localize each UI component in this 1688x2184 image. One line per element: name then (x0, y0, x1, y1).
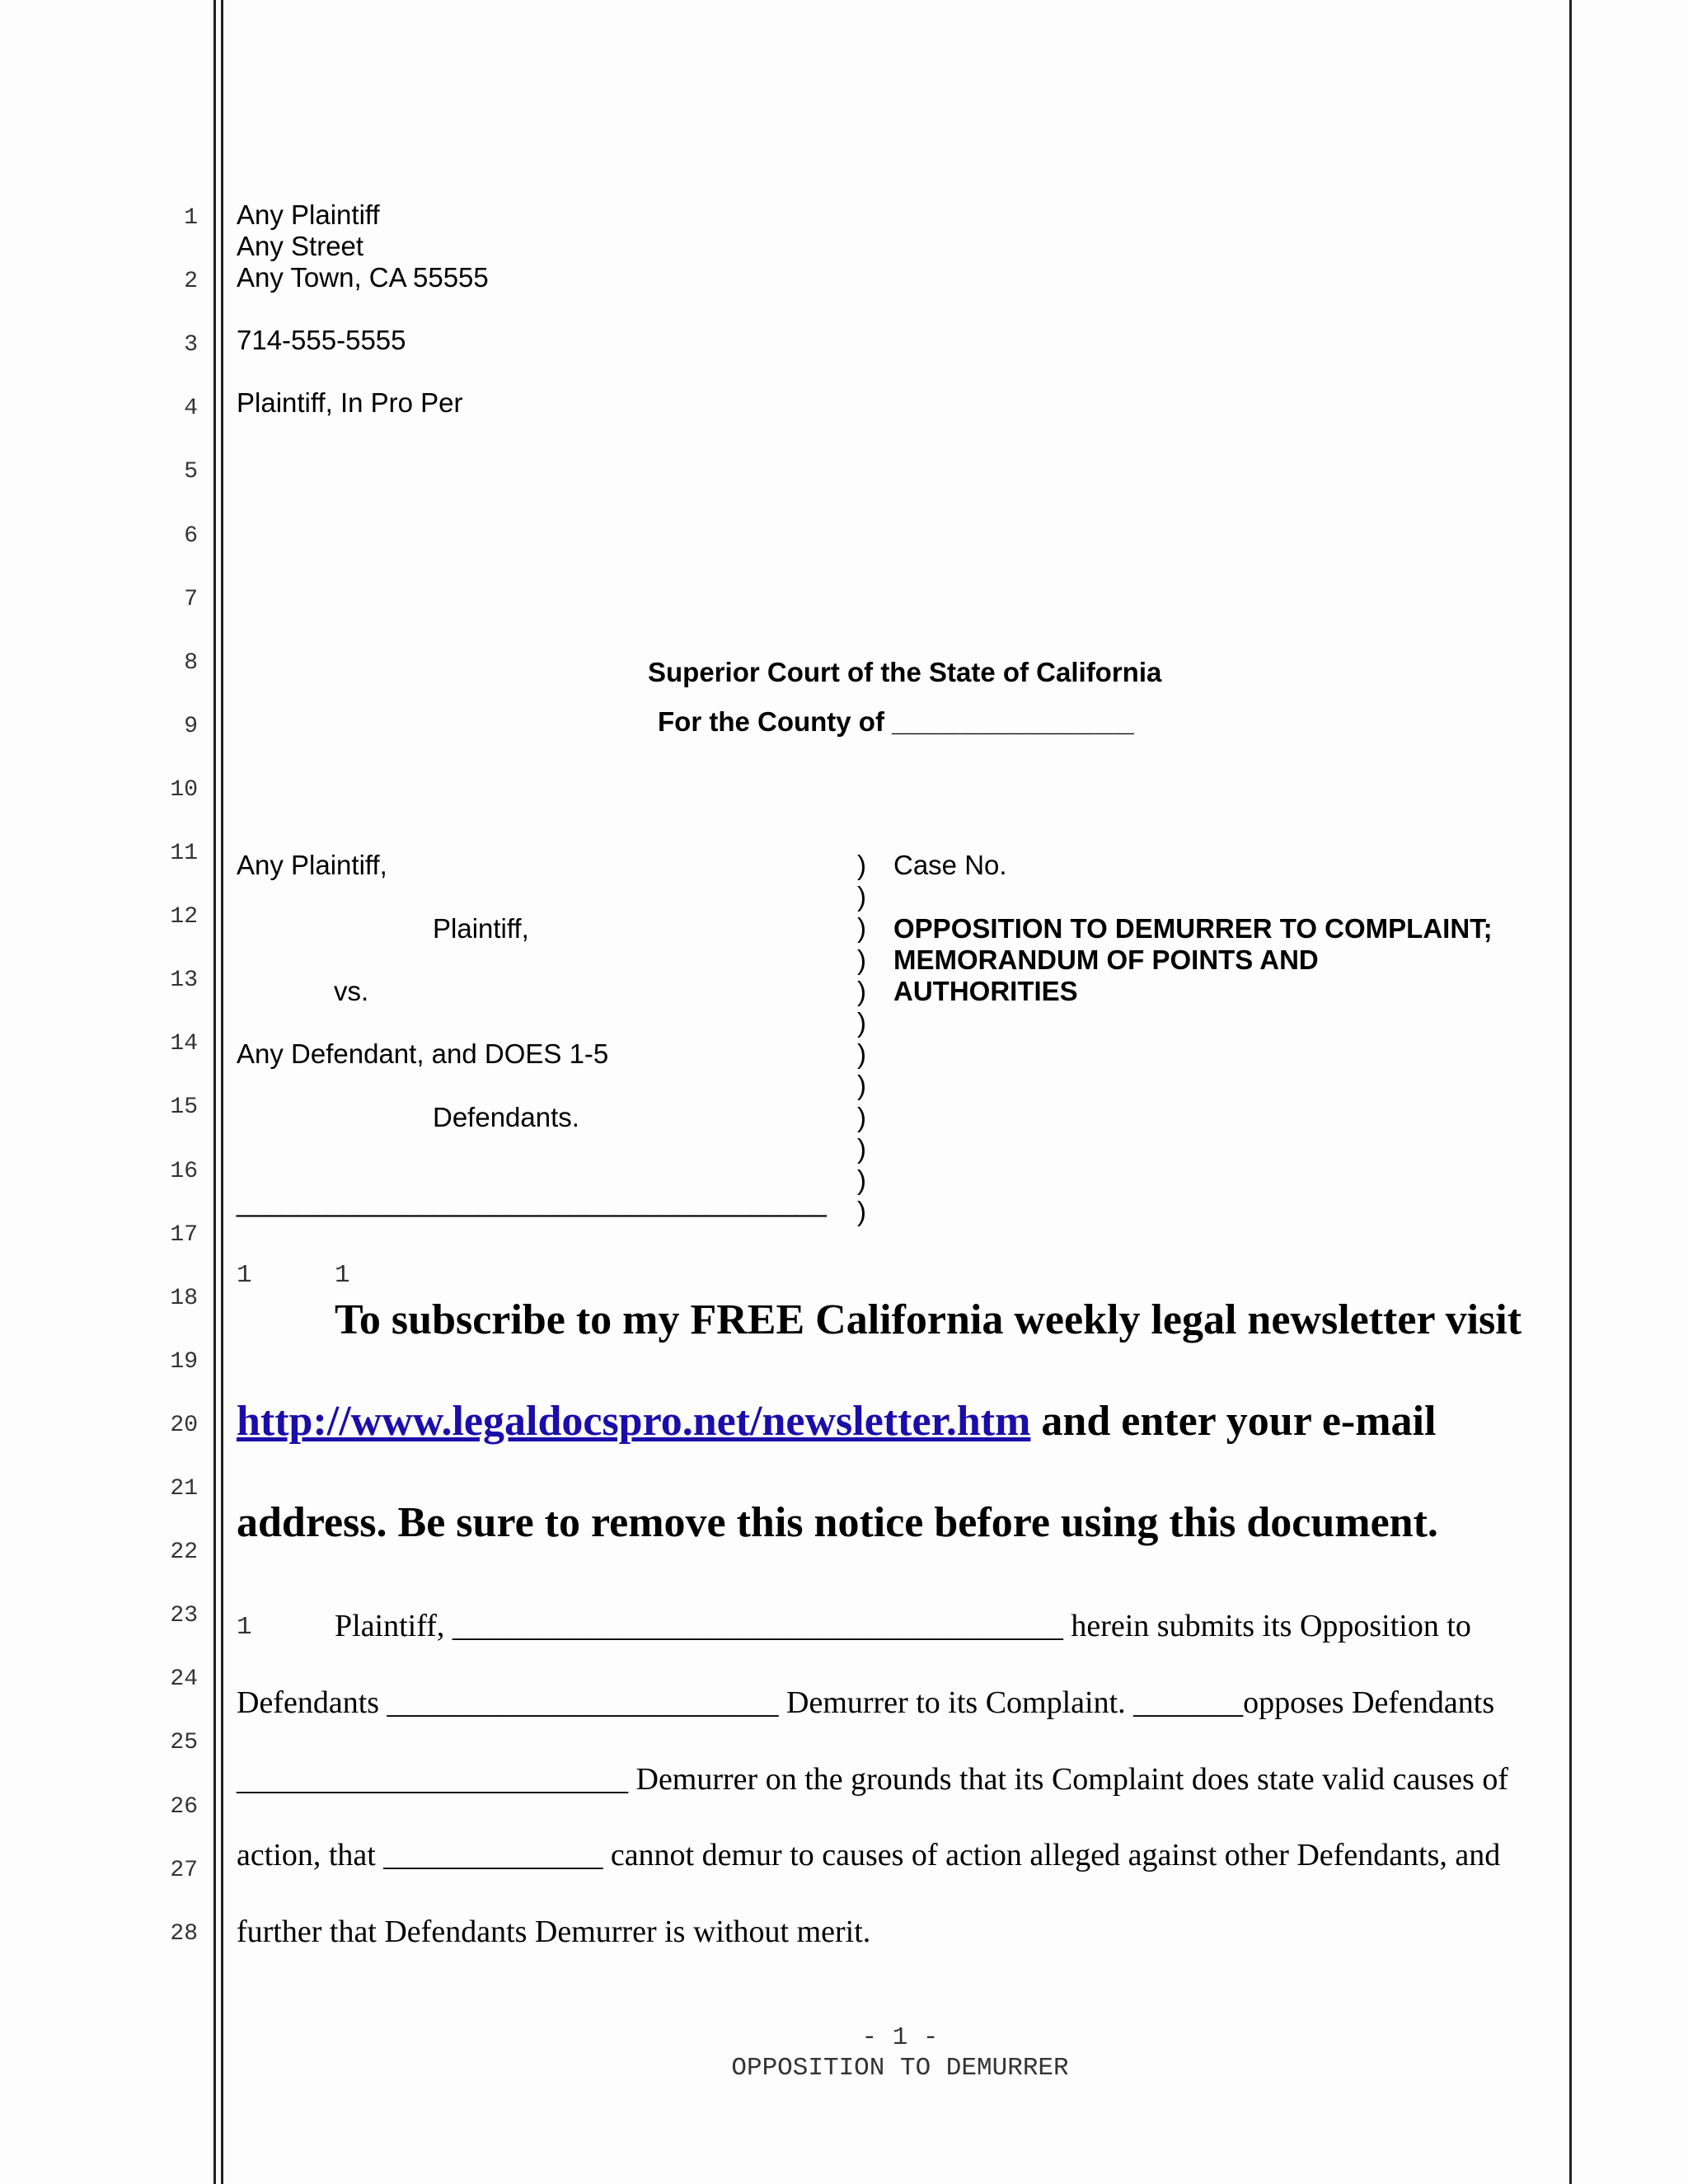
caption-vs: vs. (334, 976, 369, 1006)
document-title-line2: MEMORANDUM OF POINTS AND (893, 944, 1319, 975)
case-number-label: Case No. (893, 850, 1007, 880)
attorney-name: Any Plaintiff (237, 199, 380, 230)
notice-line1: To subscribe to my FREE California weekly legal newsletter visit (335, 1296, 1522, 1343)
line-number: 11 (170, 841, 198, 866)
line-number: 3 (184, 332, 198, 359)
line-number: 26 (170, 1793, 198, 1820)
caption-defendant: Any Defendant, and DOES 1-5 (237, 1038, 609, 1069)
court-county: For the County of ________________ (658, 706, 1134, 737)
notice-line2-rest: and enter your e-mail (1030, 1398, 1437, 1445)
line-number: 24 (170, 1666, 198, 1693)
document-title-line1: OPPOSITION TO DEMURRER TO COMPLAINT; (893, 913, 1493, 944)
line-number: 19 (170, 1348, 198, 1375)
footer-title: OPPOSITION TO DEMURRER (731, 2054, 1069, 2083)
notice-marker-1: 1 (237, 1261, 252, 1290)
attorney-city: Any Town, CA 55555 (237, 262, 489, 293)
caption-paren: ) (857, 975, 866, 1006)
line-number: 10 (170, 776, 198, 803)
caption-paren: ) (857, 881, 866, 912)
caption-paren: ) (857, 1132, 866, 1164)
caption-paren: ) (857, 1196, 866, 1227)
body-line5: further that Defendants Demurrer is without merit. (237, 1915, 871, 1949)
body-line2: Defendants _________________________ Demurrer to its Complaint. _______opposes Defendants (237, 1685, 1495, 1720)
line-number: 12 (170, 904, 198, 930)
newsletter-link[interactable]: http://www.legaldocspro.net/newsletter.htm (237, 1398, 1031, 1445)
caption-paren: ) (857, 1070, 866, 1101)
line-number: 13 (170, 968, 198, 994)
line-number: 6 (184, 523, 198, 549)
line-number: 22 (170, 1540, 198, 1566)
attorney-role: Plaintiff, In Pro Per (237, 387, 463, 418)
notice-line2 (237, 1397, 1436, 1446)
line-number: 23 (170, 1603, 198, 1629)
attorney-phone: 714-555-5555 (237, 325, 406, 355)
line-number: 17 (170, 1221, 198, 1248)
caption-paren: ) (857, 1165, 866, 1195)
line-number: 16 (170, 1158, 198, 1184)
line-number: 1 (184, 205, 198, 231)
caption-rule: _______________________________________ (237, 1187, 827, 1217)
line-number: 4 (184, 396, 198, 422)
line-number: 28 (170, 1920, 198, 1947)
line-number: 14 (170, 1031, 198, 1057)
court-name: Superior Court of the State of California (648, 657, 1162, 687)
line-number: 2 (184, 269, 198, 295)
caption-paren: ) (857, 912, 866, 944)
notice-line3: address. Be sure to remove this notice before using this document. (237, 1499, 1438, 1546)
line-number: 8 (184, 649, 198, 676)
caption-plaintiff-role: Plaintiff, (433, 913, 529, 944)
caption-paren: ) (857, 1007, 866, 1038)
footer-page-number: - 1 - (861, 2023, 939, 2052)
caption-defendant-role: Defendants. (433, 1102, 579, 1132)
line-number: 7 (184, 586, 198, 612)
caption-plaintiff: Any Plaintiff, (237, 850, 387, 880)
line-number: 25 (170, 1730, 198, 1756)
document-title-line3: AUTHORITIES (893, 976, 1078, 1006)
caption-paren: ) (857, 1101, 866, 1132)
line-number: 9 (184, 713, 198, 739)
body-line3: _________________________ Demurrer on the grounds that its Complaint does state valid causes of (237, 1762, 1508, 1797)
line-number: 5 (184, 459, 198, 485)
body-line4: action, that ______________ cannot demur to causes of action alleged against other Defendants, and (237, 1838, 1501, 1872)
left-margin-rule-outer (213, 0, 216, 2184)
left-margin-rule-inner (221, 0, 223, 2184)
right-margin-rule (1569, 0, 1572, 2184)
paragraph-marker: 1 (237, 1613, 252, 1642)
caption-paren: ) (857, 850, 866, 880)
notice-marker-2: 1 (335, 1261, 350, 1290)
body-line1: Plaintiff, _______________________________________ herein submits its Opposition to (335, 1609, 1471, 1643)
footer (237, 2023, 1564, 2083)
caption-paren: ) (857, 1038, 866, 1070)
line-number: 20 (170, 1412, 198, 1438)
caption-paren: ) (857, 944, 866, 975)
line-number: 18 (170, 1285, 198, 1311)
line-number: 15 (170, 1094, 198, 1121)
line-number: 27 (170, 1857, 198, 1883)
attorney-street: Any Street (237, 231, 364, 261)
line-number: 21 (170, 1476, 198, 1502)
